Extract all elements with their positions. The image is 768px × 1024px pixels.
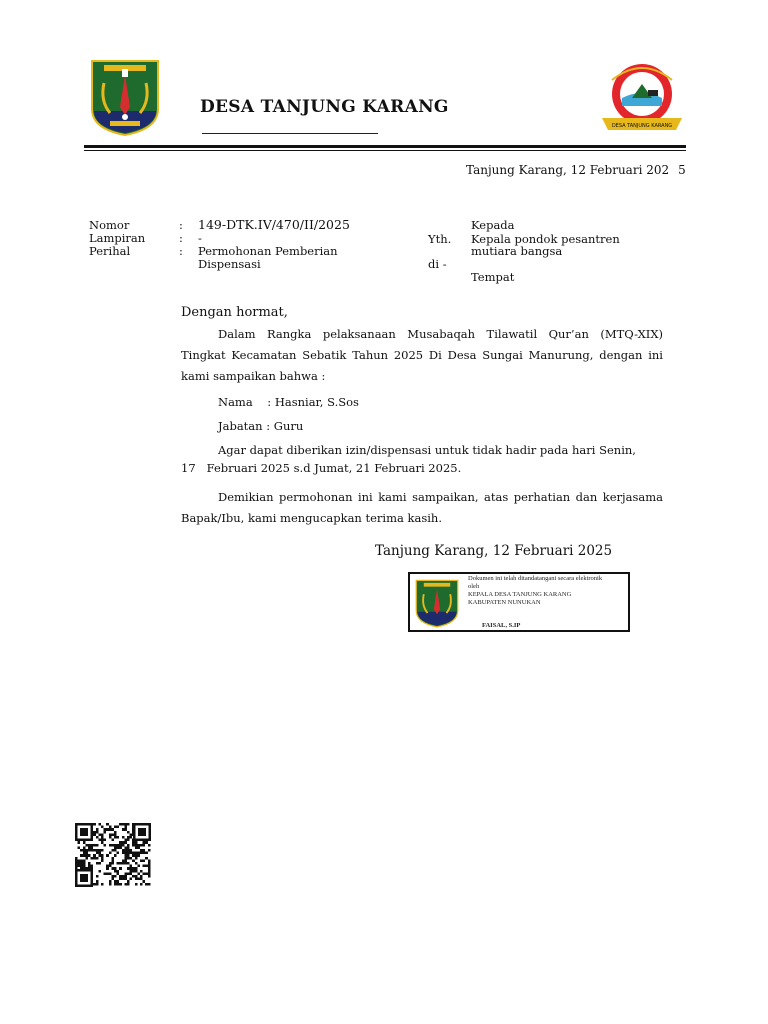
paragraph-intro: Dalam Rangka pelaksanaan Musabaqah Tilawatil Qur’an (MTQ-XIX) Tingkat Kecamatan Sebatik Tahun 2025 Di Desa Sungai Manurung, dengan ini kami sampaikan bahwa :	[181, 327, 663, 383]
place-date	[466, 164, 686, 178]
perihal-value-line-2: Dispensasi	[198, 257, 261, 271]
paragraph-closing: Demikian permohonan ini kami sampaikan, atas perhatian dan kerjasama Bapak/Ibu, kami mengucapkan terima kasih.	[181, 490, 663, 525]
kabupaten-nunukan-emblem-icon	[90, 57, 160, 137]
lampiran-label: Lampiran	[89, 231, 146, 245]
qr-code-icon	[75, 823, 151, 887]
signature-line-3: KEPALA DESA TANJUNG KARANG	[468, 591, 572, 598]
recipient-tempat: Tempat	[471, 270, 515, 284]
svg-text:DESA TANJUNG KARANG: DESA TANJUNG KARANG	[611, 123, 673, 129]
perihal-value-line-1: Permohonan Pemberian	[198, 244, 338, 258]
electronic-signature-box	[408, 572, 630, 632]
detail-jabatan: Jabatan : Guru	[218, 419, 304, 433]
recipient-name-line-1: Kepala pondok pesantren	[471, 232, 620, 246]
desa-tanjung-karang-emblem-icon	[598, 58, 686, 140]
signature-line-2: oleh	[468, 583, 480, 590]
signer-name: FAISAL, S.IP	[482, 622, 521, 629]
title-underline	[202, 133, 378, 134]
lampiran-value: -	[198, 231, 202, 245]
recipient-yth: Yth.	[428, 232, 452, 246]
signature-line-4: KABUPATEN NUNUKAN	[468, 599, 541, 606]
perihal-label: Perihal	[89, 244, 131, 258]
recipient-name-line-2: mutiara bangsa	[471, 244, 563, 258]
recipient-di: di -	[428, 257, 447, 271]
page-title: DESA TANJUNG KARANG	[200, 97, 449, 117]
place-date-tail: 5	[678, 163, 686, 177]
recipient-kepada: Kepada	[471, 218, 515, 232]
place-date-text: Tanjung Karang, 12 Februari 202	[466, 163, 670, 177]
paragraph-request-line-2: 17 Februari 2025 s.d Jumat, 21 Februari 2025.	[181, 461, 462, 475]
greeting: Dengan hormat,	[181, 305, 288, 320]
perihal-colon: :	[179, 244, 183, 258]
signature-line-1: Dokumen ini telah ditandatangani secara elektronik	[468, 575, 603, 582]
header-rule-thick	[84, 145, 686, 148]
header-rule-thin	[84, 150, 686, 151]
nomor-label: Nomor	[89, 218, 130, 232]
signature-emblem-icon	[415, 577, 459, 629]
closing-place-date: Tanjung Karang, 12 Februari 2025	[375, 543, 613, 559]
lampiran-colon: :	[179, 231, 183, 245]
nomor-value: 149-DTK.IV/470/II/2025	[198, 217, 350, 232]
nomor-colon: :	[179, 218, 183, 232]
detail-nama: Nama : Hasniar, S.Sos	[218, 395, 359, 409]
paragraph-request-line-1: Agar dapat diberikan izin/dispensasi untuk tidak hadir pada hari Senin,	[218, 443, 636, 457]
